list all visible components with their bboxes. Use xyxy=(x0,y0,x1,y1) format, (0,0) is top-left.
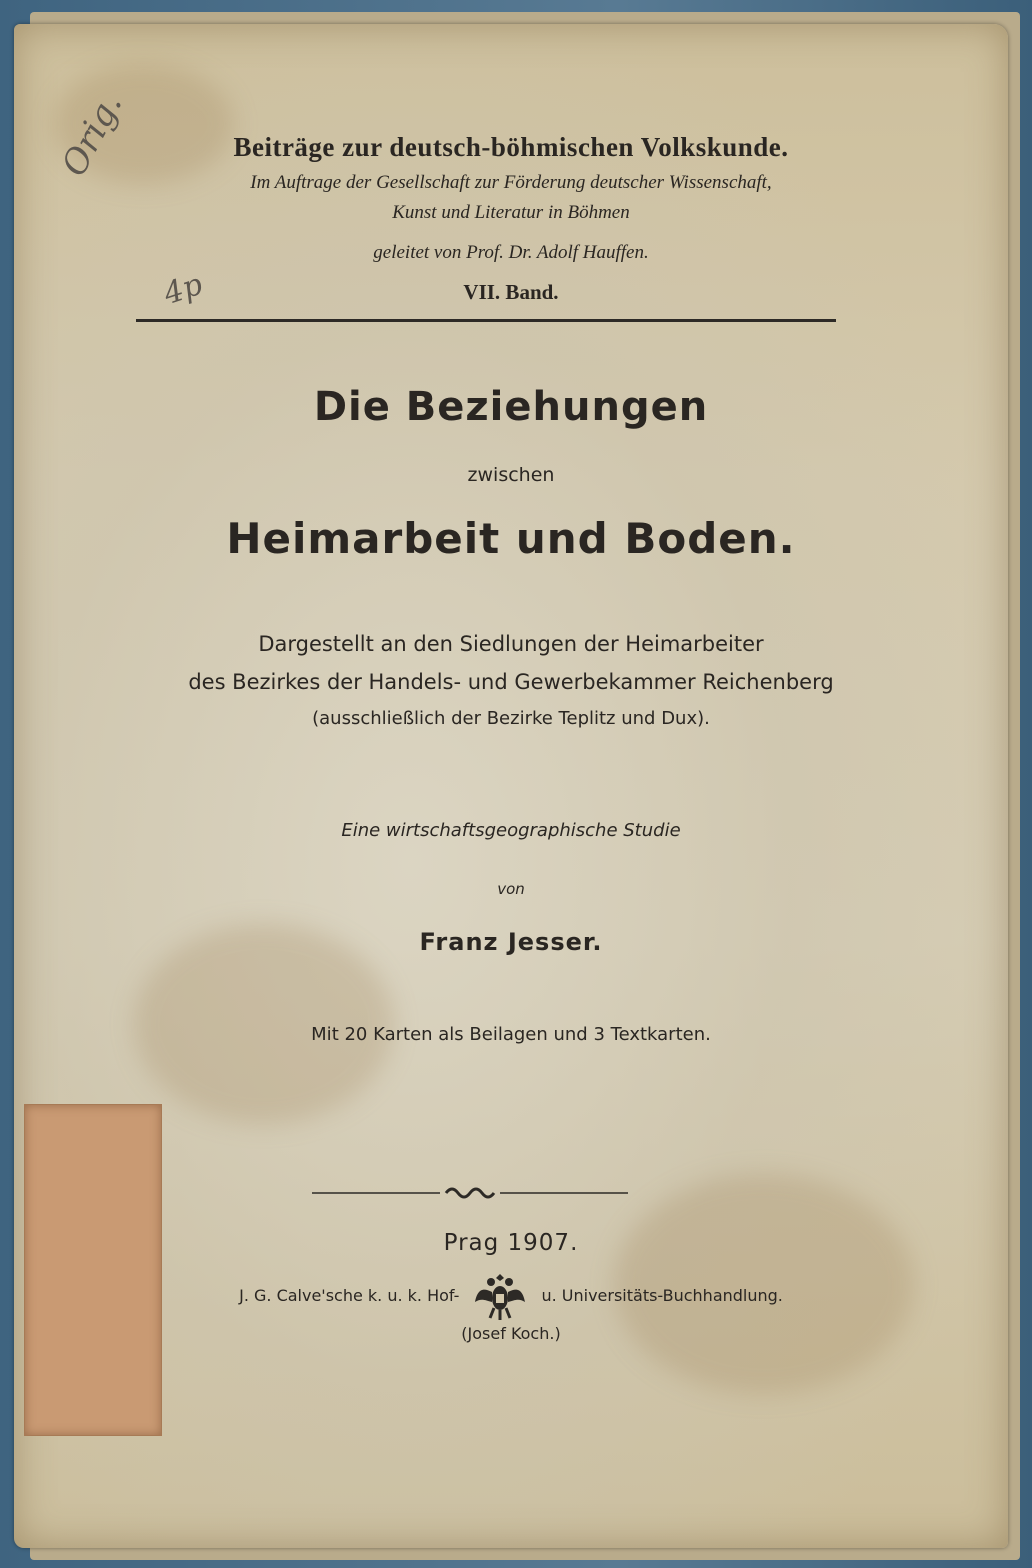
publisher-left: J. G. Calve'sche k. u. k. Hof- xyxy=(239,1285,460,1305)
double-headed-eagle-icon xyxy=(473,1268,527,1322)
divider-rule xyxy=(136,319,836,322)
publisher-subtitle: (Josef Koch.) xyxy=(461,1324,561,1343)
publisher-line xyxy=(14,1268,1008,1322)
handwritten-corner-note: Orig. xyxy=(54,86,131,183)
series-commission-line: Kunst und Literatur in Böhmen xyxy=(392,202,630,223)
library-label-sticker xyxy=(24,1104,162,1436)
author-name: Franz Jesser. xyxy=(419,928,603,956)
series-editor: geleitet von Prof. Dr. Adolf Hauffen. xyxy=(373,242,649,263)
ornament-divider xyxy=(312,1186,628,1200)
book-title-line1: Die Beziehungen xyxy=(313,384,709,430)
series-volume: VII. Band. xyxy=(463,280,559,304)
book-description-line: des Bezirkes der Handels- und Gewerbekammer Reichenberg xyxy=(188,670,834,694)
by-line: von xyxy=(497,880,525,898)
maps-note: Mit 20 Karten als Beilagen und 3 Textkarten. xyxy=(311,1024,711,1045)
book-description-line: (ausschließlich der Bezirke Teplitz und Dux). xyxy=(312,708,710,729)
study-type: Eine wirtschaftsgeographische Studie xyxy=(341,820,681,841)
book-description-line: Dargestellt an den Siedlungen der Heimarbeiter xyxy=(258,632,764,656)
book-cover xyxy=(14,24,1008,1548)
book-title-connector: zwischen xyxy=(467,464,555,486)
series-commission-line: Im Auftrage der Gesellschaft zur Förderung deutscher Wissenschaft, xyxy=(250,172,772,193)
place-year: Prag 1907. xyxy=(443,1230,579,1256)
publisher-right: u. Universitäts-Buchhandlung. xyxy=(541,1285,783,1305)
series-title: Beiträge zur deutsch-böhmischen Volkskunde. xyxy=(233,132,789,162)
book-title-line2: Heimarbeit und Boden. xyxy=(226,514,796,563)
handwritten-margin-note: 4p xyxy=(159,266,207,313)
